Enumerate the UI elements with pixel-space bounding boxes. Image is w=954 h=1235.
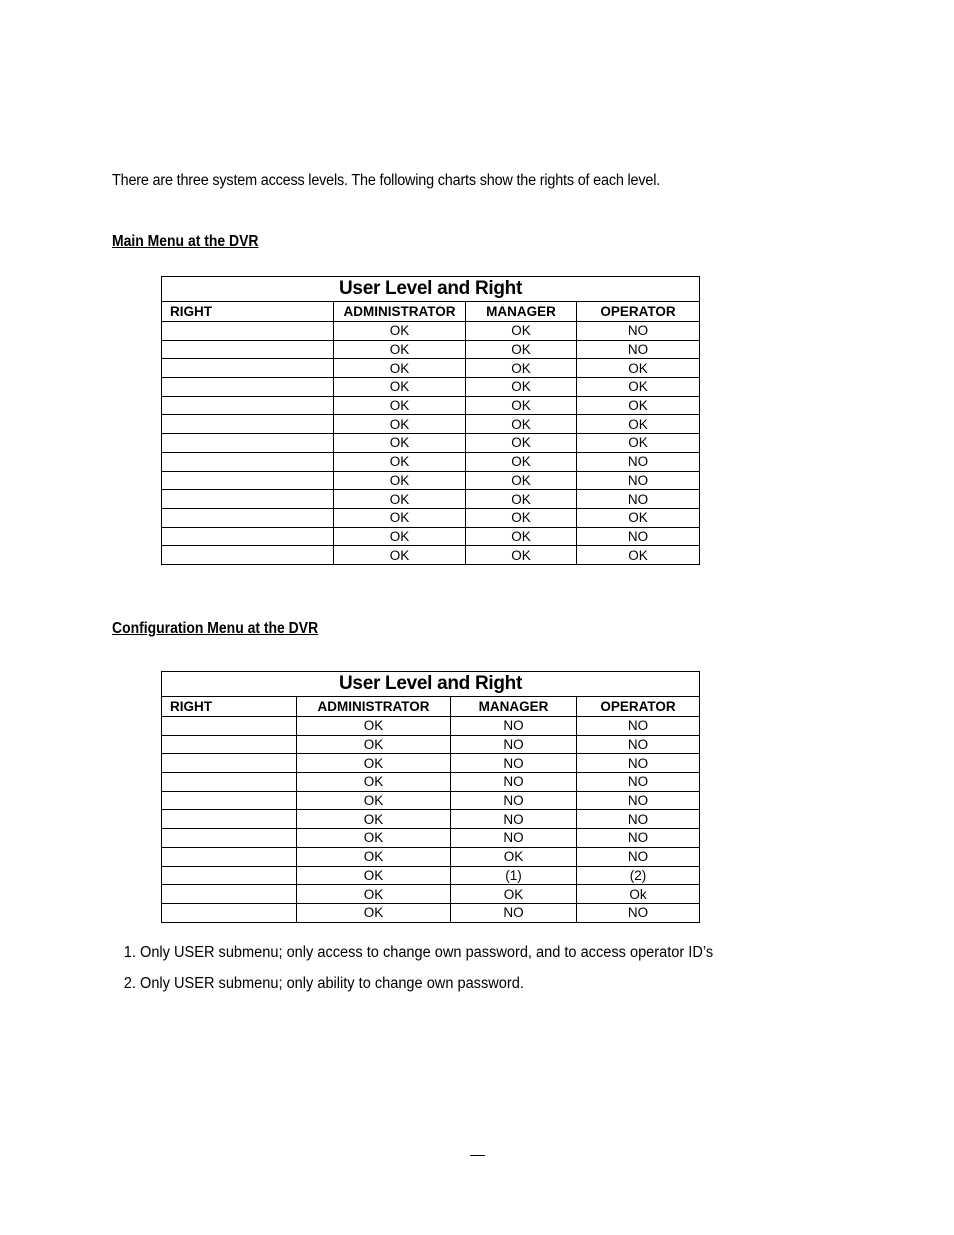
cell-right <box>162 829 297 848</box>
cell-operator: OK <box>577 508 700 527</box>
cell-manager: OK <box>466 508 577 527</box>
table-row <box>162 546 700 565</box>
cell-operator: NO <box>577 773 700 792</box>
cell-operator: NO <box>577 810 700 829</box>
cell-manager: NO <box>451 829 577 848</box>
cell-operator: NO <box>577 717 700 736</box>
cell-operator: NO <box>577 322 700 341</box>
cell-administrator: OK <box>297 754 451 773</box>
cell-administrator: OK <box>334 471 466 490</box>
cell-manager: OK <box>466 471 577 490</box>
cell-administrator: OK <box>334 359 466 378</box>
cell-administrator: OK <box>334 452 466 471</box>
table-row <box>162 378 700 397</box>
cell-operator: OK <box>577 378 700 397</box>
cell-right <box>162 490 334 509</box>
table-row <box>162 810 700 829</box>
cell-administrator: OK <box>334 415 466 434</box>
cell-manager: NO <box>451 810 577 829</box>
table-row <box>162 717 700 736</box>
cell-operator: OK <box>577 415 700 434</box>
cell-manager: OK <box>466 378 577 397</box>
cell-administrator: OK <box>297 866 451 885</box>
table-row <box>162 322 700 341</box>
cell-right <box>162 527 334 546</box>
main-menu-rights-table <box>161 276 700 565</box>
cell-operator: OK <box>577 546 700 565</box>
cell-manager: OK <box>466 546 577 565</box>
cell-manager: NO <box>451 754 577 773</box>
cell-right <box>162 735 297 754</box>
cell-administrator: OK <box>297 847 451 866</box>
cell-operator: NO <box>577 829 700 848</box>
cell-right <box>162 378 334 397</box>
table-row <box>162 791 700 810</box>
column-header-manager: MANAGER <box>466 302 577 322</box>
cell-right <box>162 508 334 527</box>
cell-right <box>162 903 297 922</box>
cell-manager: NO <box>451 791 577 810</box>
table-row <box>162 847 700 866</box>
cell-operator: NO <box>577 471 700 490</box>
cell-right <box>162 415 334 434</box>
cell-administrator: OK <box>297 791 451 810</box>
config-menu-rights-table <box>161 671 700 923</box>
cell-administrator: OK <box>334 527 466 546</box>
table-row <box>162 490 700 509</box>
cell-administrator: OK <box>297 903 451 922</box>
cell-manager: NO <box>451 773 577 792</box>
cell-administrator: OK <box>334 490 466 509</box>
footnotes-list <box>112 943 750 1005</box>
cell-manager: OK <box>466 452 577 471</box>
cell-operator: NO <box>577 490 700 509</box>
table-row <box>162 359 700 378</box>
cell-operator: NO <box>577 754 700 773</box>
cell-manager: (1) <box>451 866 577 885</box>
cell-operator: NO <box>577 735 700 754</box>
cell-operator: NO <box>577 791 700 810</box>
table-row <box>162 773 700 792</box>
cell-manager: OK <box>466 340 577 359</box>
cell-operator: NO <box>577 452 700 471</box>
cell-right <box>162 773 297 792</box>
cell-manager: OK <box>466 322 577 341</box>
cell-operator: NO <box>577 847 700 866</box>
table-row <box>162 829 700 848</box>
cell-manager: OK <box>466 396 577 415</box>
cell-manager: OK <box>451 885 577 904</box>
column-header-manager: MANAGER <box>451 697 577 717</box>
column-header-operator: OPERATOR <box>577 302 700 322</box>
cell-right <box>162 452 334 471</box>
table-title: User Level and Right <box>162 672 700 697</box>
cell-operator: NO <box>577 903 700 922</box>
cell-administrator: OK <box>334 546 466 565</box>
cell-right <box>162 546 334 565</box>
cell-administrator: OK <box>334 322 466 341</box>
cell-operator: (2) <box>577 866 700 885</box>
cell-administrator: OK <box>334 508 466 527</box>
cell-right <box>162 866 297 885</box>
cell-right <box>162 434 334 453</box>
table-row <box>162 396 700 415</box>
cell-manager: OK <box>451 847 577 866</box>
cell-manager: OK <box>466 415 577 434</box>
cell-administrator: OK <box>334 378 466 397</box>
cell-administrator: OK <box>297 810 451 829</box>
cell-right <box>162 885 297 904</box>
cell-right <box>162 717 297 736</box>
cell-right <box>162 754 297 773</box>
cell-right <box>162 791 297 810</box>
cell-administrator: OK <box>297 885 451 904</box>
page-number-line <box>470 1155 485 1156</box>
cell-operator: Ok <box>577 885 700 904</box>
cell-right <box>162 396 334 415</box>
footnote-1: 1. Only USER submenu; only access to change own password, and to access operator ID’s <box>140 943 713 962</box>
cell-operator: OK <box>577 359 700 378</box>
config-menu-heading: Configuration Menu at the DVR <box>112 620 319 637</box>
cell-administrator: OK <box>297 735 451 754</box>
cell-right <box>162 810 297 829</box>
table-row <box>162 866 700 885</box>
cell-operator: OK <box>577 434 700 453</box>
table-row <box>162 471 700 490</box>
table-row <box>162 754 700 773</box>
table-row <box>162 903 700 922</box>
cell-right <box>162 471 334 490</box>
cell-administrator: OK <box>297 829 451 848</box>
table-row <box>162 735 700 754</box>
column-header-administrator: ADMINISTRATOR <box>334 302 466 322</box>
cell-manager: NO <box>451 903 577 922</box>
main-menu-heading: Main Menu at the DVR <box>112 233 259 250</box>
cell-administrator: OK <box>297 717 451 736</box>
table-row <box>162 452 700 471</box>
table-row <box>162 508 700 527</box>
cell-administrator: OK <box>297 773 451 792</box>
cell-manager: OK <box>466 527 577 546</box>
table-row <box>162 340 700 359</box>
cell-manager: OK <box>466 434 577 453</box>
cell-administrator: OK <box>334 434 466 453</box>
table-row <box>162 415 700 434</box>
cell-administrator: OK <box>334 340 466 359</box>
table-row <box>162 885 700 904</box>
column-header-operator: OPERATOR <box>577 697 700 717</box>
intro-text: There are three system access levels. The following charts show the rights of each level. <box>112 172 661 189</box>
column-header-right: RIGHT <box>162 697 297 717</box>
cell-administrator: OK <box>334 396 466 415</box>
cell-right <box>162 359 334 378</box>
cell-operator: NO <box>577 527 700 546</box>
cell-operator: OK <box>577 396 700 415</box>
cell-manager: OK <box>466 359 577 378</box>
cell-right <box>162 847 297 866</box>
cell-manager: OK <box>466 490 577 509</box>
table-title: User Level and Right <box>162 277 700 302</box>
column-header-administrator: ADMINISTRATOR <box>297 697 451 717</box>
column-header-right: RIGHT <box>162 302 334 322</box>
footnote-2: 2. Only USER submenu; only ability to change own password. <box>140 974 713 993</box>
cell-operator: NO <box>577 340 700 359</box>
table-row <box>162 527 700 546</box>
cell-right <box>162 322 334 341</box>
cell-manager: NO <box>451 735 577 754</box>
cell-right <box>162 340 334 359</box>
table-row <box>162 434 700 453</box>
cell-manager: NO <box>451 717 577 736</box>
